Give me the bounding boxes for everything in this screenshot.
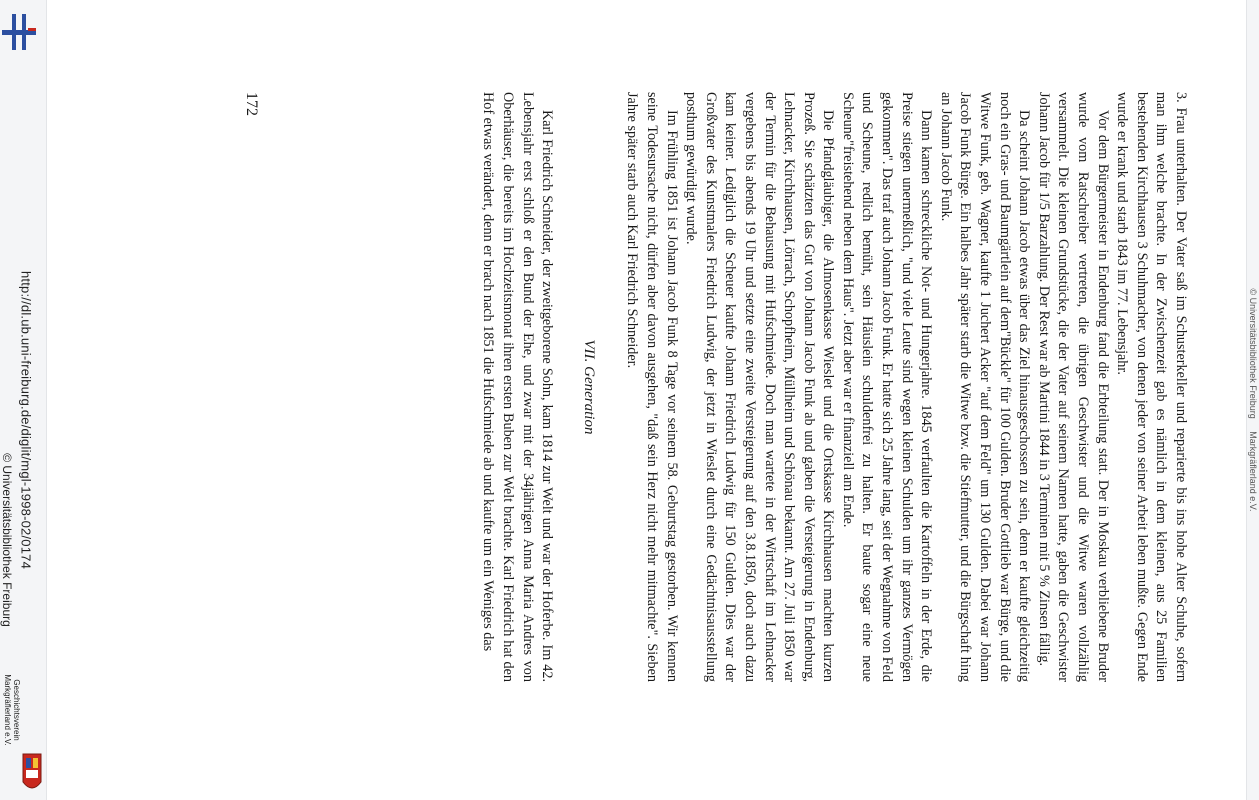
citation-copyright: © Universitätsbibliothek Freiburg [0,453,14,627]
right-sidebar-society: Markgräflerland e.V. [1248,431,1258,512]
rotated-page-content [190,0,1250,760]
society-name [0,640,24,780]
paragraph: Dann kamen schreckliche Not- und Hungerjahre. 1845 verfaulten die Kartoffeln in der Erde, die Preise stiegen unermeßlich, "und viele Leute sind wegen kleinen Schulden um ihr ganzes Vermögen gekommen". Das traf auch Johann Jacob Funk. Er hatte sich 25 Jahre lang, seit der Wegnahme von Feld und Scheune, redlich bemüht, sein Häuslein schuldenfrei zu halten. Er baute sogar eine neue Scheune"freistehend neben dem Haus". Jetzt aber war er finanziell am Ende. [839,92,935,682]
society-crest-icon [22,752,42,794]
paragraph: Vor dem Bürgermeister in Endenburg fand die Erbteilung statt. Der in Moskau verbliebene Bruder wurde vom Ratschreiber vertreten, die übrigen Geschwister und die Witwe waren vollzählig versammelt. Die kleinen Grundstücke, die der Vater auf seinem Namen hatte, gaben die Geschwister Johann Jacob für 1/5 Barzahlung. Der Rest war ab Martini 1844 in 3 Terminen mit 5 % Zinsen fällig. [1035,92,1111,682]
left-sidebar [0,0,47,800]
section-heading: VII. Generation [580,339,597,435]
paragraph: Karl Friedrich Schneider, der zweitgeborene Sohn, kam 1814 zur Welt und war der Hoferbe. Im 42. Lebensjahr erst schloß er den Bund der Ehe, und zwar mit der 34jährigen Anna Maria Andres von Oberhäuser, die bereits im Hochzeitsmonat ihren ersten Buben zur Welt brachte. Karl Friedrich hat den Hof etwas verändert, denn er brach nach 1851 die Hufschmiede ab und kaufte um ein Weniges das [480,92,556,682]
right-sidebar-copyright: © Universitätsbibliothek Freiburg [1248,288,1258,419]
paragraph: 3. Frau unterhalten. Der Vater saß im Schusterkeller und reparierte bis ins hohe Alter Schuhe, sofern man ihm welche brachte. In der Zwischenzeit gab es nämlich in dem kleinen, aus 25 Familien bestehenden Kirchhausen 3 Schuhmacher, von denen jeder von seiner Arbeit leben mußte. Gegen Ende wurde er krank und starb 1843 im 77. Lebensjahr. [1114,92,1189,682]
society-name-line1: Geschichtsverein [12,679,21,741]
page-number: 172 [243,92,260,116]
society-name-line2: Markgräflerland e.V. [3,674,12,746]
paragraph: Da scheint Johann Jacob etwas über das Ziel hinausgeschossen zu sein, denn er kaufte gleichzeitig noch ein Gras- und Baumgärtlein auf dem"Bückle" für 100 Gulden. Bruder Gottlieb war Bürge, und die Witwe Funk, geb. Wagner, kaufte 1 Juchert Acker "auf dem Feld" um 130 Gulden. Dabei war Johann Jacob Funk Bürge. Ein halbes Jahr später starb die Witwe bzw. die Stiefmutter, und die Bürgschaft hing an Johann Jacob Funk. [937,92,1033,682]
body-text [478,92,1190,682]
paragraph: Die Pfandgläubiger, die Almosenkasse Wieslet und die Ortskasse Kirchhausen machten kurzen Prozeß. Sie schätzten das Gut von Johann Jacob Funk ab und gaben die Versteigerung in Endenburg, Lehnacker, Kirchhausen, Lörrach, Schopfheim, Müllheim und Schönau bekannt. Am 27. Juli 1850 war der Termin für die Behausung mit Hufschmiede. Doch man wartete in der Wirtschaft im Lehnacker vergebens bis abends 19 Uhr und setzte eine zweite Versteigerung auf den 3.8.1850, doch auch dazu kam keiner. Lediglich die Scheuer kaufte Johann Friedrich Ludwig für 150 Gulden. Dies war der Großvater des Kunstmalers Friedrich Ludwig, der jetzt in Wieslet durch eine Gedächtnisausstellung posthum gewürdigt wurde. [683,92,837,682]
citation-url[interactable]: http://dl.ub.uni-freiburg.de/diglit/mgl-1998-02/0174 [18,270,34,570]
paragraph: Im Frühling 1851 ist Johann Jacob Funk 8 Tage vor seinem 58. Geburtstag gestorben. Wir kennen seine Todesursache nicht, dürfen aber davon ausgehen, "daß sein Herz nicht mehr mitmachte". Sieben Jahre später starb auch Karl Friedrich Schneider. [624,92,680,682]
document-page [160,0,1250,800]
